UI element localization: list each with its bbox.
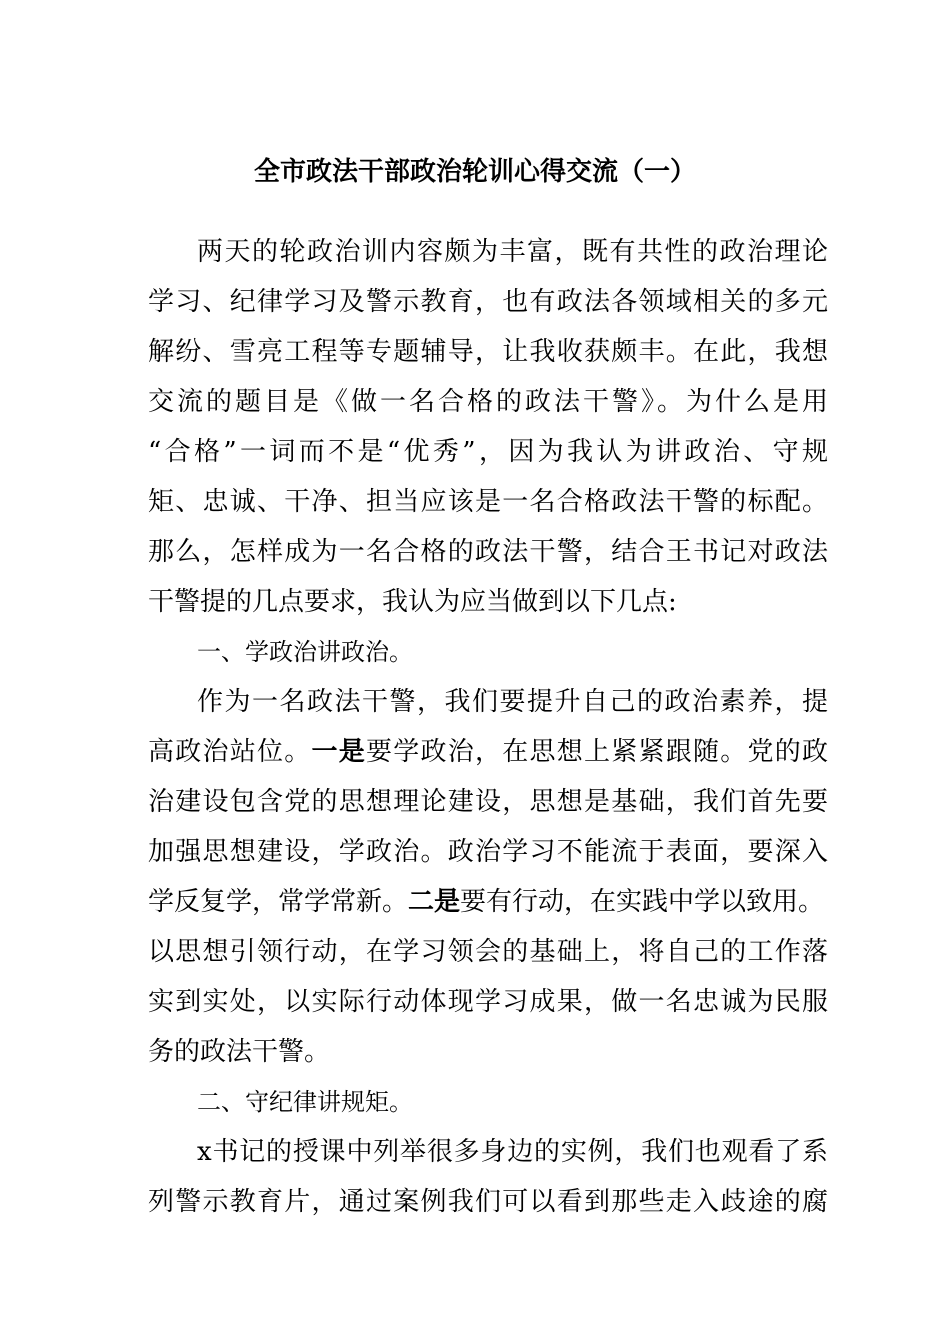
paragraph-line: 作为一名政法干警，我们要提升自己的政治素养，提 bbox=[197, 687, 828, 717]
paragraph-line: 解纷、雪亮工程等专题辅导，让我收获颇丰。在此，我想 bbox=[148, 337, 828, 367]
paragraph-line: 加强思想建设，学政治。政治学习不能流于表面，要深入 bbox=[148, 837, 828, 867]
document-title: 全市政法干部政治轮训心得交流（一） bbox=[253, 157, 696, 187]
paragraph-line: 交流的题目是《做一名合格的政法干警》。为什么是用 bbox=[148, 387, 828, 417]
emphasis-text: 二是 bbox=[408, 887, 461, 917]
paragraph-line: 那么，怎样成为一名合格的政法干警，结合王书记对政法 bbox=[148, 537, 828, 567]
text-run: 要有行动，在实践中学以致用。 bbox=[460, 887, 825, 917]
paragraph-line: 学习、纪律学习及警示教育，也有政法各领域相关的多元 bbox=[148, 287, 828, 317]
paragraph-line: 务的政法干警。 bbox=[148, 1037, 331, 1067]
text-run: 高政治站位。 bbox=[148, 737, 312, 767]
paragraph-line: x书记的授课中列举很多身边的实例，我们也观看了系 bbox=[197, 1137, 828, 1167]
section-heading: 二、守纪律讲规矩。 bbox=[197, 1088, 413, 1116]
paragraph-line: 实到实处，以实际行动体现学习成果，做一名忠诚为民服 bbox=[148, 987, 828, 1017]
text-run: 要学政治，在思想上紧紧跟随。党的政 bbox=[366, 737, 828, 767]
paragraph-line bbox=[148, 734, 828, 770]
paragraph-line: 干警提的几点要求，我认为应当做到以下几点: bbox=[148, 587, 677, 617]
paragraph-line: 两天的轮政治训内容颇为丰富，既有共性的政治理论 bbox=[197, 237, 828, 267]
section-heading: 一、学政治讲政治。 bbox=[197, 638, 413, 666]
paragraph-line: 以思想引领行动，在学习领会的基础上，将自己的工作落 bbox=[148, 937, 828, 967]
text-run: 学反复学，常学常新。 bbox=[148, 887, 409, 917]
emphasis-text: 一是 bbox=[311, 737, 366, 767]
paragraph-line: 矩、忠诚、干净、担当应该是一名合格政法干警的标配。 bbox=[148, 487, 828, 517]
paragraph-line bbox=[148, 884, 828, 920]
paragraph-line: 治建设包含党的思想理论建设，思想是基础，我们首先要 bbox=[148, 787, 828, 817]
paragraph-line: 列警示教育片，通过案例我们可以看到那些走入歧途的腐 bbox=[148, 1187, 828, 1217]
paragraph-line: “合格”一词而不是“优秀”，因为我认为讲政治、守规 bbox=[148, 437, 828, 467]
